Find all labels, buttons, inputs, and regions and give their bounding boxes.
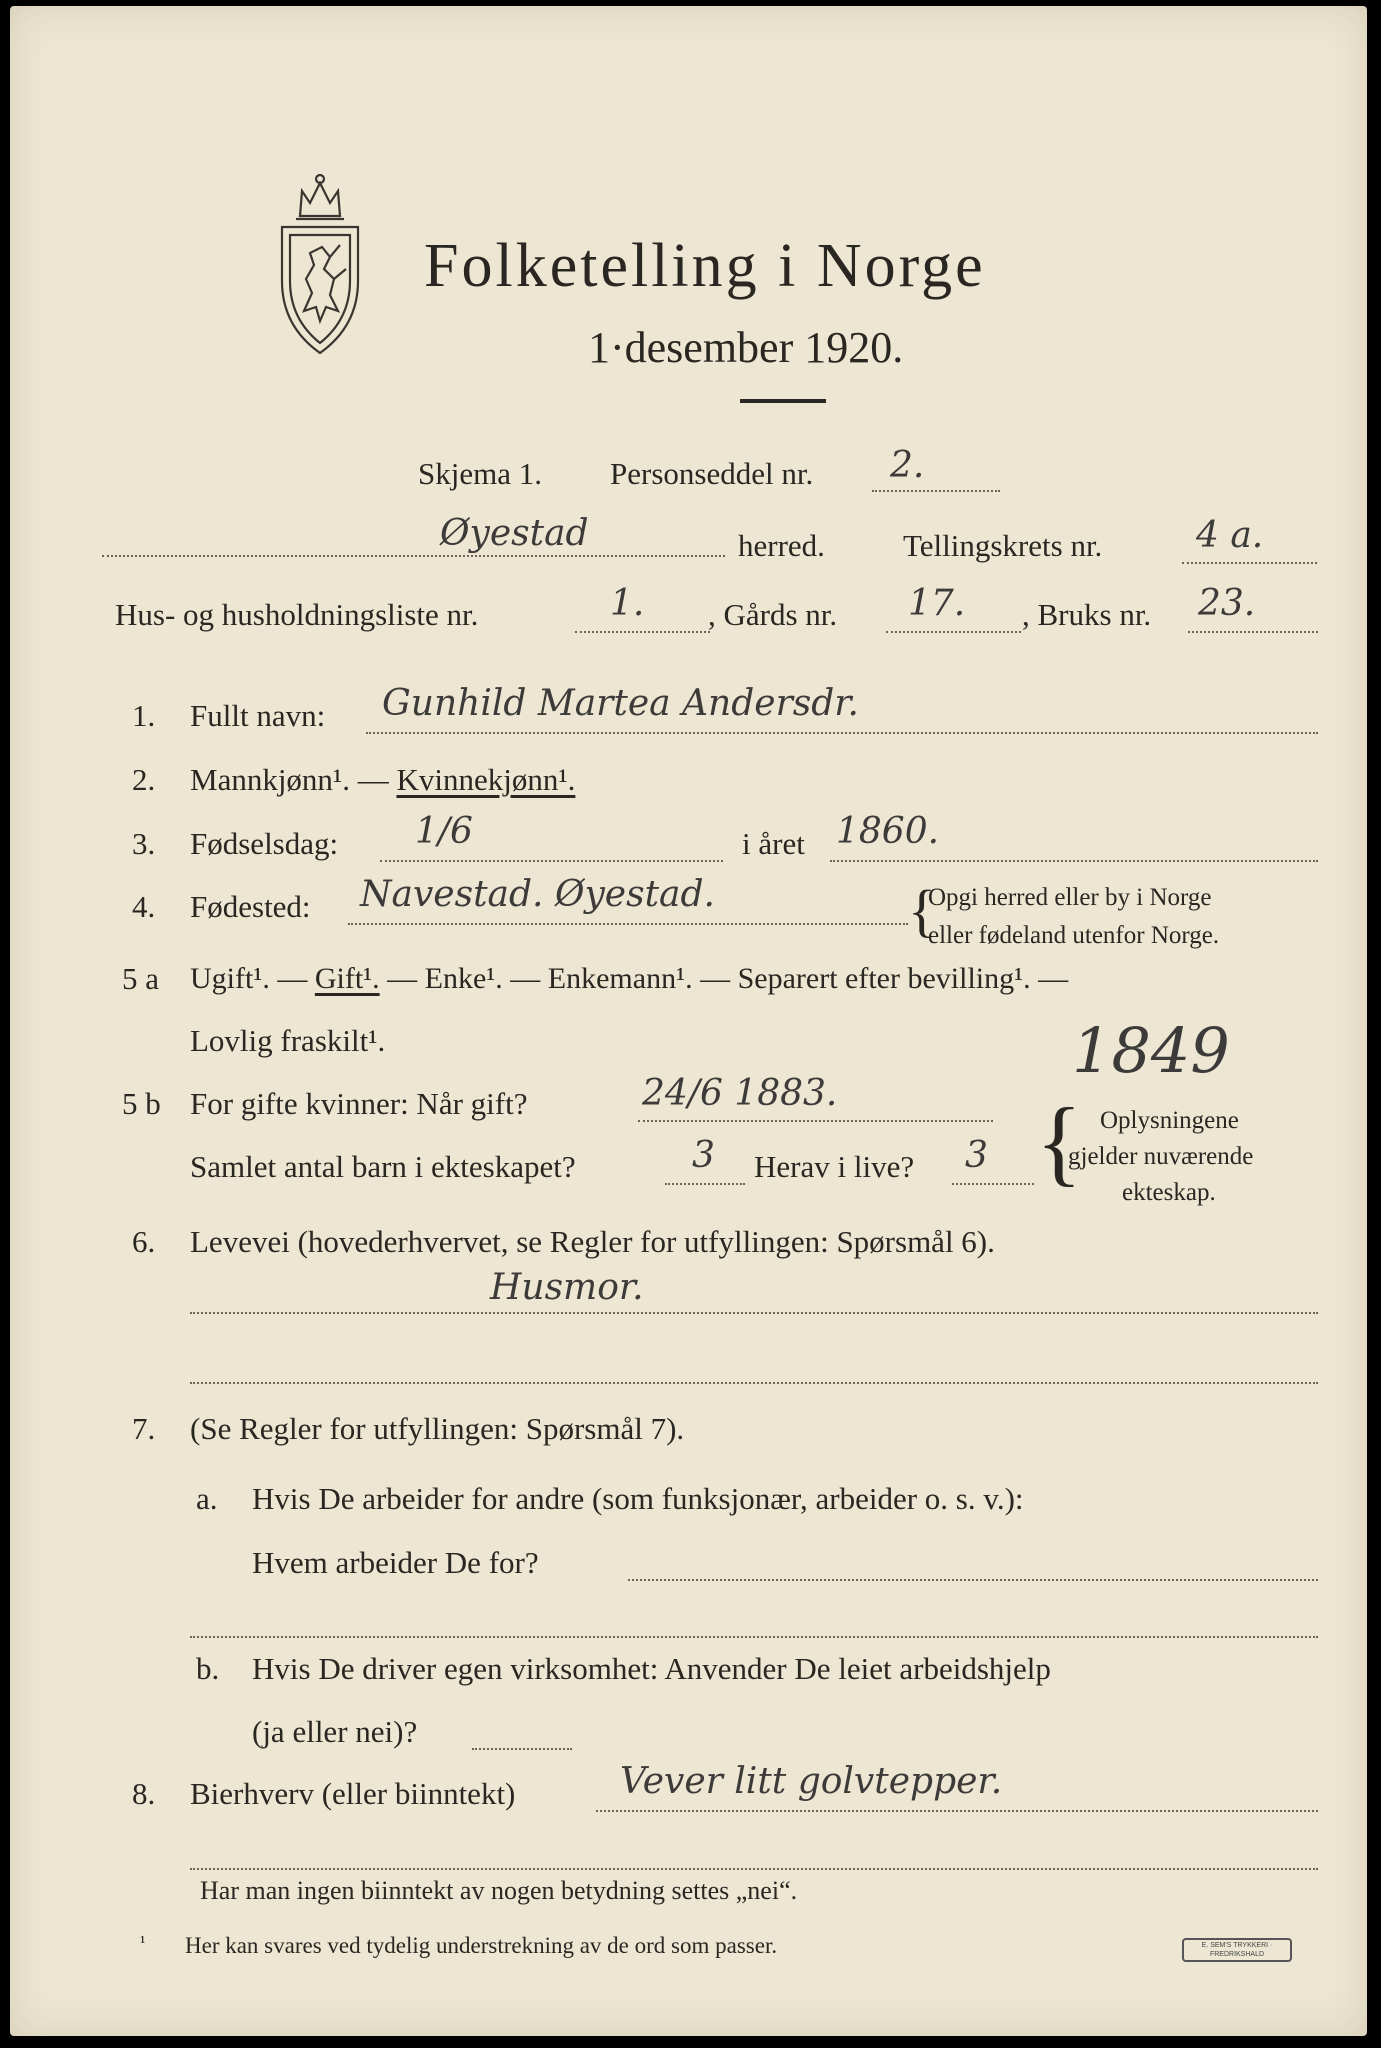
herred-line — [102, 555, 725, 557]
q5b-number: 5 b — [122, 1086, 161, 1121]
q1-label: Fullt navn: — [190, 698, 326, 733]
q6-label: Levevei (hovederhvervet, se Regler for utfyllingen: Spørsmål 6). — [190, 1224, 995, 1259]
hus-line — [575, 631, 710, 633]
q1-number: 1. — [132, 698, 156, 733]
q4-line — [348, 923, 908, 925]
printer-stamp: E. SEM'S TRYKKERI · FREDRIKSHALD — [1182, 1938, 1292, 1962]
married-date-value[interactable]: 24/6 1883. — [642, 1073, 838, 1114]
q6-line1 — [190, 1312, 1318, 1314]
q7a-line[interactable] — [628, 1579, 1318, 1581]
q5a-number: 5 a — [122, 961, 160, 996]
birth-year-value[interactable]: 1860. — [836, 811, 940, 852]
tellingskrets-value[interactable]: 4 a. — [1196, 515, 1264, 556]
q5b-children-line — [665, 1183, 745, 1185]
husholdning-label: Hus- og husholdningsliste nr. — [115, 597, 479, 632]
q7a-line1: Hvis De arbeider for andre (som funksjonær, arbeider o. s. v.): — [252, 1481, 1024, 1516]
q8-number: 8. — [132, 1776, 156, 1811]
q4-note-line2: eller fødeland utenfor Norge. — [928, 922, 1220, 949]
q2-dash: — — [357, 762, 389, 797]
bruks-value[interactable]: 23. — [1198, 583, 1256, 624]
q5b-brace: { — [1036, 1088, 1083, 1195]
option-fraskilt[interactable]: Lovlig fraskilt¹. — [190, 1023, 386, 1058]
title-divider — [740, 399, 826, 403]
q5b-married-line — [638, 1120, 993, 1122]
bruks-line — [1188, 631, 1318, 633]
q4-note-line1: Opgi herred eller by i Norge — [928, 884, 1212, 911]
bruks-label: , Bruks nr. — [1022, 597, 1152, 632]
q4-brace: { — [908, 878, 936, 943]
q5b-alive-label: Herav i live? — [754, 1149, 915, 1184]
q7b-line1: Hvis De driver egen virksomhet: Anvender De leiet arbeidshjelp — [252, 1651, 1051, 1686]
q6-number: 6. — [132, 1224, 156, 1259]
children-value[interactable]: 3 — [692, 1135, 715, 1176]
q8-extra-line — [190, 1868, 1318, 1870]
q4-label: Fødested: — [190, 889, 311, 924]
q6-line2 — [190, 1382, 1318, 1384]
alive-value[interactable]: 3 — [965, 1135, 988, 1176]
q2-options — [190, 762, 575, 798]
tellingskrets-label: Tellingskrets nr. — [903, 528, 1103, 563]
census-form-sheet — [10, 6, 1367, 2036]
q7-label: (Se Regler for utfyllingen: Spørsmål 7). — [190, 1411, 685, 1446]
q5b-alive-line — [952, 1183, 1034, 1185]
q5b-note-line2: gjelder nuværende — [1068, 1143, 1254, 1170]
q5b-label: For gifte kvinner: Når gift? — [190, 1086, 528, 1121]
q7a-extra-line[interactable] — [190, 1636, 1318, 1638]
option-female[interactable]: Kvinnekjønn¹. — [396, 762, 576, 797]
krets-line — [1182, 562, 1317, 564]
q5b-note-line1: Oplysningene — [1100, 1107, 1239, 1134]
q1-line — [366, 732, 1318, 734]
q5a-options — [190, 961, 1068, 997]
footnote-text: Her kan svares ved tydelig understrekning av de ord som passer. — [185, 1933, 778, 1958]
gards-line — [886, 631, 1021, 633]
personseddel-value[interactable]: 2. — [890, 445, 925, 486]
norwegian-coat-of-arms-icon — [260, 161, 380, 361]
option-gift[interactable]: Gift¹. — [314, 962, 380, 995]
q3-year-line — [830, 860, 1318, 862]
husholdning-value[interactable]: 1. — [610, 583, 645, 624]
q3-year-label: i året — [742, 826, 805, 861]
occupation-value[interactable]: Husmor. — [490, 1267, 644, 1308]
q2-number: 2. — [132, 762, 156, 797]
option-rest[interactable]: — Enke¹. — Enkemann¹. — Separert efter bevilling¹. — — [379, 962, 1069, 995]
q4-number: 4. — [132, 889, 156, 924]
q7b-letter: b. — [196, 1651, 220, 1686]
q5b-note-line3: ekteskap. — [1122, 1179, 1216, 1206]
footnote-mark: ¹ — [140, 1932, 146, 1952]
option-male[interactable]: Mannkjønn¹. — [190, 762, 350, 797]
gards-value[interactable]: 17. — [908, 583, 966, 624]
gards-label: , Gårds nr. — [708, 597, 838, 632]
q7a-line2: Hvem arbeider De for? — [252, 1545, 539, 1580]
q3-day-line — [380, 860, 723, 862]
q7-number: 7. — [132, 1411, 156, 1446]
q3-label: Fødselsdag: — [190, 826, 339, 861]
option-ugift[interactable]: Ugift¹. — [190, 962, 270, 995]
income-note: Har man ingen biinntekt av nogen betydning settes „nei“. — [200, 1876, 798, 1905]
q7a-letter: a. — [196, 1481, 218, 1516]
q8-line — [596, 1810, 1318, 1812]
q5b-children-label: Samlet antal barn i ekteskapet? — [190, 1149, 576, 1184]
personseddel-label: Personseddel nr. — [610, 456, 814, 491]
herred-value[interactable]: Øyestad — [440, 513, 589, 554]
q7b-line2: (ja eller nei)? — [252, 1714, 418, 1749]
birthplace-value[interactable]: Navestad. Øyestad. — [360, 874, 715, 915]
birth-day-value[interactable]: 1/6 — [415, 811, 473, 852]
margin-year-note: 1849 — [1072, 1014, 1230, 1087]
form-title: Folketelling i Norge — [424, 232, 986, 300]
schema-label: Skjema 1. — [418, 456, 542, 491]
q8-label: Bierhverv (eller biinntekt) — [190, 1776, 516, 1811]
personseddel-line — [872, 490, 1000, 492]
q5a-sep: — — [269, 962, 315, 995]
herred-label: herred. — [738, 528, 825, 563]
q3-number: 3. — [132, 826, 156, 861]
census-date: 1·desember 1920. — [588, 323, 904, 372]
q7b-line[interactable] — [472, 1748, 572, 1750]
full-name-value[interactable]: Gunhild Martea Andersdr. — [382, 683, 859, 724]
side-income-value[interactable]: Vever litt golvtepper. — [620, 1761, 1003, 1802]
